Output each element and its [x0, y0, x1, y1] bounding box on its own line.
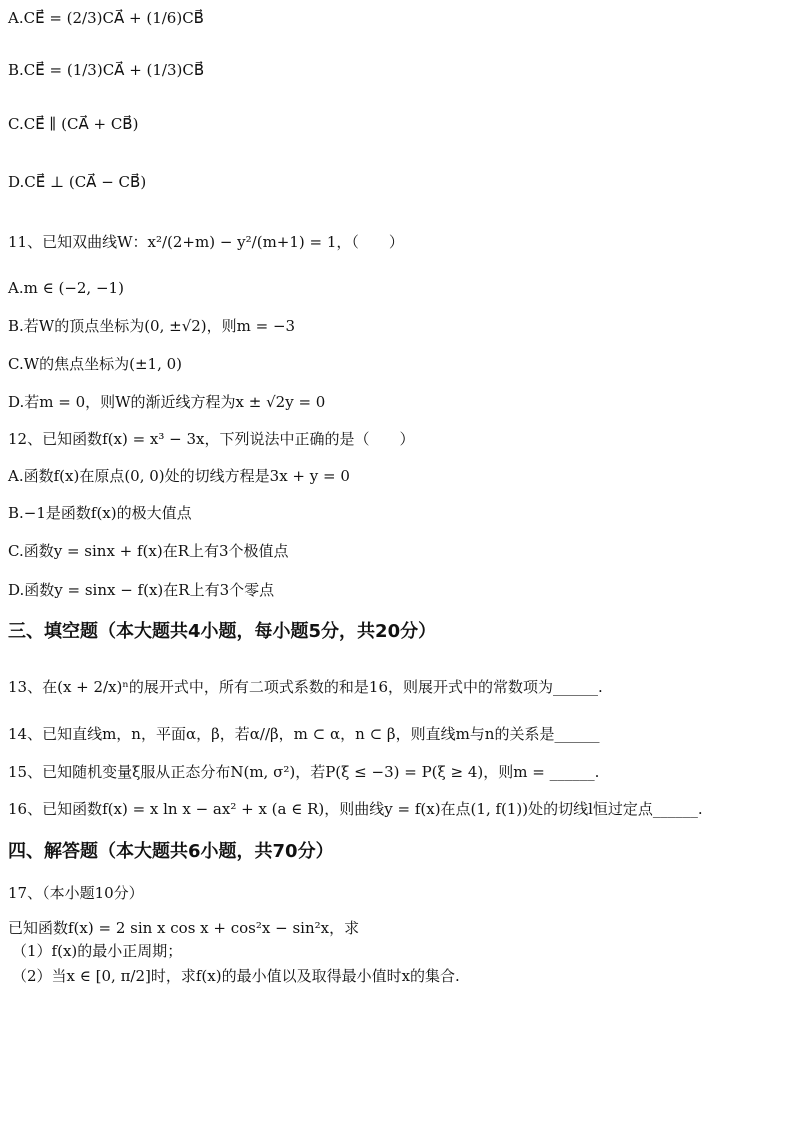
q17-stem — [8, 918, 359, 938]
q10-option-c-text: C.CE⃗ ∥ (CA⃗ + CB⃗) — [8, 115, 139, 133]
q11-option-d — [8, 392, 325, 412]
q16-text: 16、已知函数f(x) = x ln x − ax² + x (a ∈ R)，则曲线y = f(x)在点(1, f(1))处的切线l恒过定点______. — [8, 800, 703, 818]
section-4-heading-text: 四、解答题（本大题共6小题，共70分） — [8, 841, 334, 862]
q12-stem — [8, 429, 415, 449]
q17-part-1-text: （1）f(x)的最小正周期； — [12, 942, 183, 960]
q10-option-d — [8, 172, 146, 192]
q10-option-a-text: A.CE⃗ = (2/3)CA⃗ + (1/6)CB⃗ — [8, 9, 204, 27]
q16 — [8, 799, 703, 819]
q10-option-c — [8, 114, 138, 134]
q11-option-b — [8, 316, 295, 336]
q12-option-d-text: D.函数y = sinx − f(x)在R上有3个零点 — [8, 581, 275, 599]
q11-stem — [8, 232, 404, 252]
q17-part-2-text: （2）当x ∈ [0, π/2]时，求f(x)的最小值以及取得最小值时x的集合. — [12, 967, 460, 985]
q12-option-c-text: C.函数y = sinx + f(x)在R上有3个极值点 — [8, 542, 289, 560]
q12-option-b — [8, 503, 192, 523]
q12-option-a — [8, 466, 350, 486]
q11-option-a — [8, 278, 124, 298]
q12-option-b-text: B.−1是函数f(x)的极大值点 — [8, 504, 192, 522]
q10-option-d-text: D.CE⃗ ⊥ (CA⃗ − CB⃗) — [8, 173, 147, 191]
q12-option-c — [8, 541, 289, 561]
section-3-heading-text: 三、填空题（本大题共4小题，每小题5分，共20分） — [8, 621, 437, 642]
q15 — [8, 762, 599, 782]
q17-part-1 — [12, 941, 182, 961]
q11-option-b-text: B.若W的顶点坐标为(0, ±√2)，则m = −3 — [8, 317, 296, 335]
q11-option-a-text: A.m ∈ (−2, −1) — [8, 279, 124, 297]
q13 — [8, 677, 603, 697]
q12-option-d — [8, 580, 274, 600]
q12-stem-text: 12、已知函数f(x) = x³ − 3x，下列说法中正确的是（ ） — [8, 430, 415, 448]
q14-text: 14、已知直线m，n，平面α，β，若α//β，m ⊂ α，n ⊂ β，则直线m与n的关系是______ — [8, 725, 600, 743]
q17-part-2 — [12, 966, 460, 986]
q11-option-c-text: C.W的焦点坐标为(±1, 0) — [8, 355, 183, 373]
q10-option-b-text: B.CE⃗ = (1/3)CA⃗ + (1/3)CB⃗ — [8, 61, 205, 79]
q10-option-a — [8, 8, 204, 28]
q17-stem-text: 已知函数f(x) = 2 sin x cos x + cos²x − sin²x，求 — [8, 919, 360, 937]
q15-text: 15、已知随机变量ξ服从正态分布N(m, σ²)，若P(ξ ≤ −3) = P(ξ ≥ 4)，则m = ______. — [8, 763, 600, 781]
q12-option-a-text: A.函数f(x)在原点(0, 0)处的切线方程是3x + y = 0 — [8, 467, 350, 485]
section-4-heading — [8, 842, 334, 862]
q13-text: 13、在(x + 2/x)ⁿ的展开式中，所有二项式系数的和是16，则展开式中的常数项为______. — [8, 678, 603, 696]
q17-header-text: 17、（本小题10分） — [8, 884, 144, 902]
q11-stem-text: 11、已知双曲线W：x²/(2+m) − y²/(m+1) = 1，（ ） — [8, 233, 404, 251]
q11-option-d-text: D.若m = 0，则W的渐近线方程为x ± √2y = 0 — [8, 393, 326, 411]
q10-option-b — [8, 60, 204, 80]
section-3-heading — [8, 622, 436, 642]
q14 — [8, 724, 599, 744]
q17-header — [8, 883, 144, 903]
q11-option-c — [8, 354, 182, 374]
